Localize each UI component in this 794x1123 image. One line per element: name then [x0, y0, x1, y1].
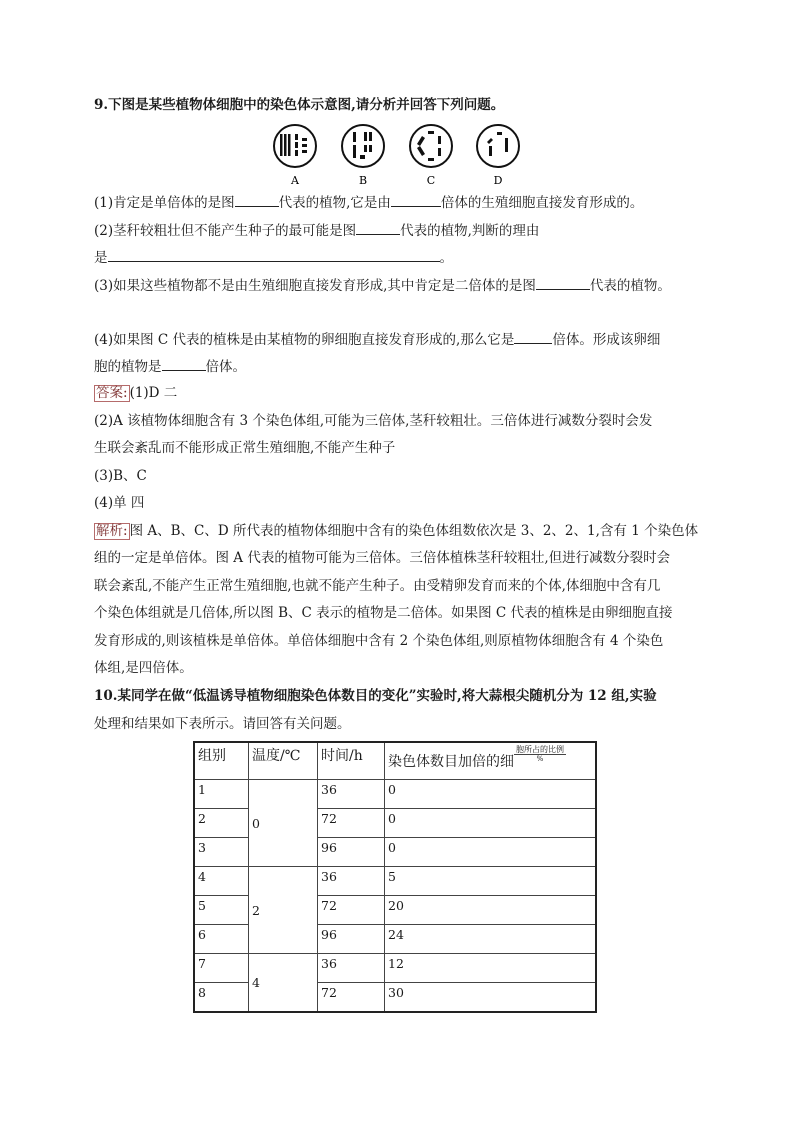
answer-blank[interactable]	[536, 275, 590, 290]
temp-cell: 4	[249, 954, 318, 1013]
analysis-label: 解析:	[96, 523, 128, 539]
table-cell: 72	[318, 983, 385, 1013]
analysis-line-6: 体组,是四倍体。	[94, 660, 193, 676]
analysis-line-1: 解析: 图 A、B、C、D 所代表的植物体细胞中含有的染色体组数依次是 3、2、2、1,含有 1 个染色体	[96, 523, 699, 539]
answer-blank[interactable]	[356, 220, 400, 235]
table-cell: 36	[318, 780, 385, 809]
q9-part2: (2)茎秆较粗壮但不能产生种子的最可能是图 代表的植物,判断的理由	[94, 220, 539, 240]
table-cell: 4	[194, 867, 249, 896]
q9-part3: (3)如果这些植物都不是由生殖细胞直接发育形成,其中肯定是二倍体的是图 代表的植物。	[94, 275, 671, 295]
header-time: 时间/h	[318, 742, 385, 780]
table-cell: 72	[318, 896, 385, 925]
q10-stem-1: 10.某同学在做“低温诱导植物细胞染色体数目的变化”实验时,将大蒜根尖随机分为 12 组,实验	[94, 688, 657, 704]
table-cell: 36	[318, 867, 385, 896]
table-cell: 12	[385, 954, 597, 983]
experiment-table	[193, 741, 597, 1013]
table-cell: 0	[385, 780, 597, 809]
fig-label-b: B	[358, 174, 368, 187]
table-cell: 0	[385, 838, 597, 867]
table-cell: 7	[194, 954, 249, 983]
fig-label-a: A	[291, 174, 299, 187]
cell-b-icon	[342, 125, 384, 167]
table-cell: 3	[194, 838, 249, 867]
analysis-line-2: 组的一定是单倍体。图 A 代表的植物可能为三倍体。三倍体植株茎秆较粗壮,但进行减数分裂时会	[94, 550, 671, 566]
temp-cell: 2	[249, 867, 318, 954]
answer-blank[interactable]	[514, 329, 552, 344]
answer-line-5: (4)单 四	[94, 495, 145, 511]
table-cell: 20	[385, 896, 597, 925]
table-cell: 96	[318, 925, 385, 954]
table-row	[194, 954, 596, 983]
table-cell: 8	[194, 983, 249, 1013]
q9-part4-cont: 胞的植物是 倍体。	[94, 356, 246, 376]
q10-stem-2: 处理和结果如下表所示。请回答有关问题。	[94, 716, 351, 732]
q9-part4: (4)如果图 C 代表的植株是由某植物的卵细胞直接发育形成的,那么它是 倍体。形成该卵细	[94, 329, 660, 349]
cell-c-icon	[410, 125, 452, 167]
table-cell: 72	[318, 809, 385, 838]
table-cell: 36	[318, 954, 385, 983]
answer-blank[interactable]	[108, 247, 440, 262]
q9-part2-reason: 是 。	[94, 247, 453, 267]
table-row	[194, 780, 596, 809]
answer-blank[interactable]	[235, 192, 279, 207]
table-cell: 96	[318, 838, 385, 867]
cell-a-icon	[274, 125, 316, 167]
table-header-row	[194, 742, 596, 780]
analysis-line-5: 发育形成的,则该植株是单倍体。单倍体细胞中含有 2 个染色体组,则原植物体细胞含有 4 个染色	[94, 633, 664, 649]
table-cell: 2	[194, 809, 249, 838]
answer-label: 答案:	[96, 385, 128, 401]
answer-line-1: 答案: (1)D 二	[96, 385, 178, 401]
table-cell: 5	[385, 867, 597, 896]
table-cell: 30	[385, 983, 597, 1013]
table-cell: 24	[385, 925, 597, 954]
q9-part1: (1)肯定是单倍体的是图 代表的植物,它是由 倍体的生殖细胞直接发育形成的。	[94, 192, 643, 212]
q9-stem: 9.下图是某些植物体细胞中的染色体示意图,请分析并回答下列问题。	[94, 97, 505, 113]
table-cell: 6	[194, 925, 249, 954]
fig-label-d: D	[493, 174, 503, 187]
table-cell: 5	[194, 896, 249, 925]
header-ratio: 染色体数目加倍的细 胞所占的比例 %	[385, 742, 597, 780]
table-row	[194, 867, 596, 896]
answer-line-4: (3)B、C	[94, 468, 147, 484]
header-temperature: 温度/℃	[249, 742, 318, 780]
answer-blank[interactable]	[162, 356, 206, 371]
temp-cell: 0	[249, 780, 318, 867]
chromosome-figure	[270, 122, 530, 188]
analysis-line-4: 个染色体组就是几倍体,所以图 B、C 表示的植物是二倍体。如果图 C 代表的植株是由卵细胞直接	[94, 605, 673, 621]
header-group: 组别	[194, 742, 249, 780]
cell-d-icon	[477, 125, 519, 167]
table-cell: 0	[385, 809, 597, 838]
analysis-line-3: 联会紊乱,不能产生正常生殖细胞,也就不能产生种子。由受精卵发育而来的个体,体细胞中含有几	[94, 578, 661, 594]
answer-line-3: 生联会紊乱而不能形成正常生殖细胞,不能产生种子	[94, 440, 396, 456]
fig-label-c: C	[426, 174, 436, 187]
answer-line-2: (2)A 该植物体细胞含有 3 个染色体组,可能为三倍体,茎秆较粗壮。三倍体进行减数分裂时会发	[94, 413, 653, 429]
table-cell: 1	[194, 780, 249, 809]
answer-blank[interactable]	[391, 192, 441, 207]
